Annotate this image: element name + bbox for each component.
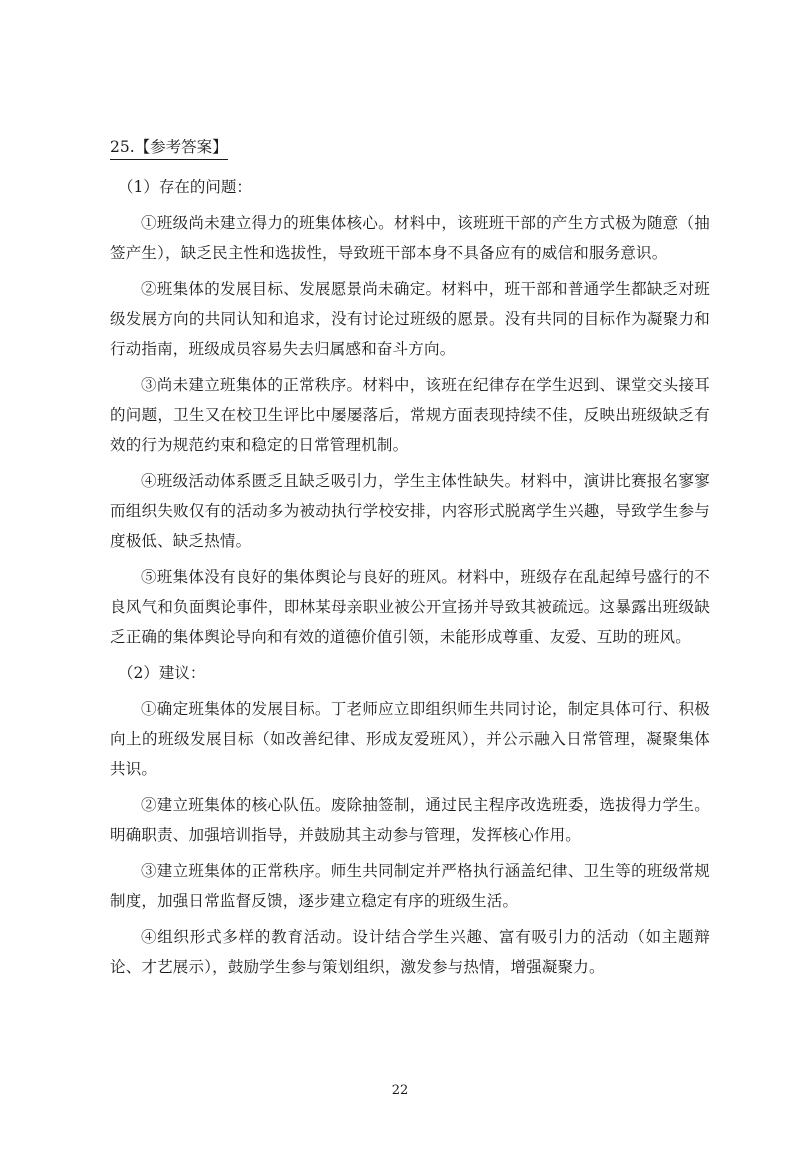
- section-label-problems: （1）存在的问题：: [118, 178, 252, 196]
- answer-content: [110, 136, 710, 988]
- suggestion-paragraph-1: ①确定班集体的发展目标。丁老师应立即组织师生共同讨论，制定具体可行、积极向上的班级发展目标（如改善纪律、形成友爱班风），并公示融入日常管理，凝聚集体共识。: [110, 700, 710, 778]
- suggestion-paragraph-3: ③建立班集体的正常秩序。师生共同制定并严格执行涵盖纪律、卫生等的班级常规制度，加强日常监督反馈，逐步建立稳定有序的班级生活。: [110, 862, 710, 910]
- page-number: 22: [391, 1083, 409, 1098]
- section-problems: [110, 172, 710, 652]
- suggestion-paragraph-2: ②建立班集体的核心队伍。废除抽签制，通过民主程序改选班委，选拔得力学生。明确职责、加强培训指导，并鼓励其主动参与管理，发挥核心作用。: [110, 796, 710, 844]
- problem-paragraph-4: ④班级活动体系匮乏且缺乏吸引力，学生主体性缺失。材料中，演讲比赛报名寥寥而组织失败仅有的活动多为被动执行学校安排，内容形式脱离学生兴趣，导致学生参与度极低、缺乏热情。: [110, 472, 710, 550]
- problem-paragraph-1: ①班级尚未建立得力的班集体核心。材料中，该班班干部的产生方式极为随意（抽签产生），缺乏民主性和选拔性，导致班干部本身不具备应有的威信和服务意识。: [110, 214, 710, 262]
- problem-paragraph-5: ⑤班集体没有良好的集体舆论与良好的班风。材料中，班级存在乱起绰号盛行的不良风气和负面舆论事件，即林某母亲职业被公开宣扬并导致其被疏远。这暴露出班级缺乏正确的集体舆论导向和有效的道德价值引领，未能形成尊重、友爱、互助的班风。: [110, 568, 710, 646]
- problem-paragraph-2: ②班集体的发展目标、发展愿景尚未确定。材料中，班干部和普通学生都缺乏对班级发展方向的共同认知和追求，没有讨论过班级的愿景。没有共同的目标作为凝聚力和行动指南，班级成员容易失去归属感和奋斗方向。: [110, 280, 710, 358]
- problem-paragraph-3: ③尚未建立班集体的正常秩序。材料中，该班在纪律存在学生迟到、课堂交头接耳的问题，卫生又在校卫生评比中屡屡落后，常规方面表现持续不佳，反映出班级缺乏有效的行为规范约束和稳定的日常管理机制。: [110, 376, 710, 454]
- section-suggestions: [110, 658, 710, 982]
- section-label-suggestions: （2）建议：: [118, 664, 206, 682]
- answer-heading: 25.【参考答案】: [110, 136, 228, 160]
- suggestion-paragraph-4: ④组织形式多样的教育活动。设计结合学生兴趣、富有吸引力的活动（如主题辩论、才艺展示），鼓励学生参与策划组织，激发参与热情，增强凝聚力。: [110, 928, 710, 976]
